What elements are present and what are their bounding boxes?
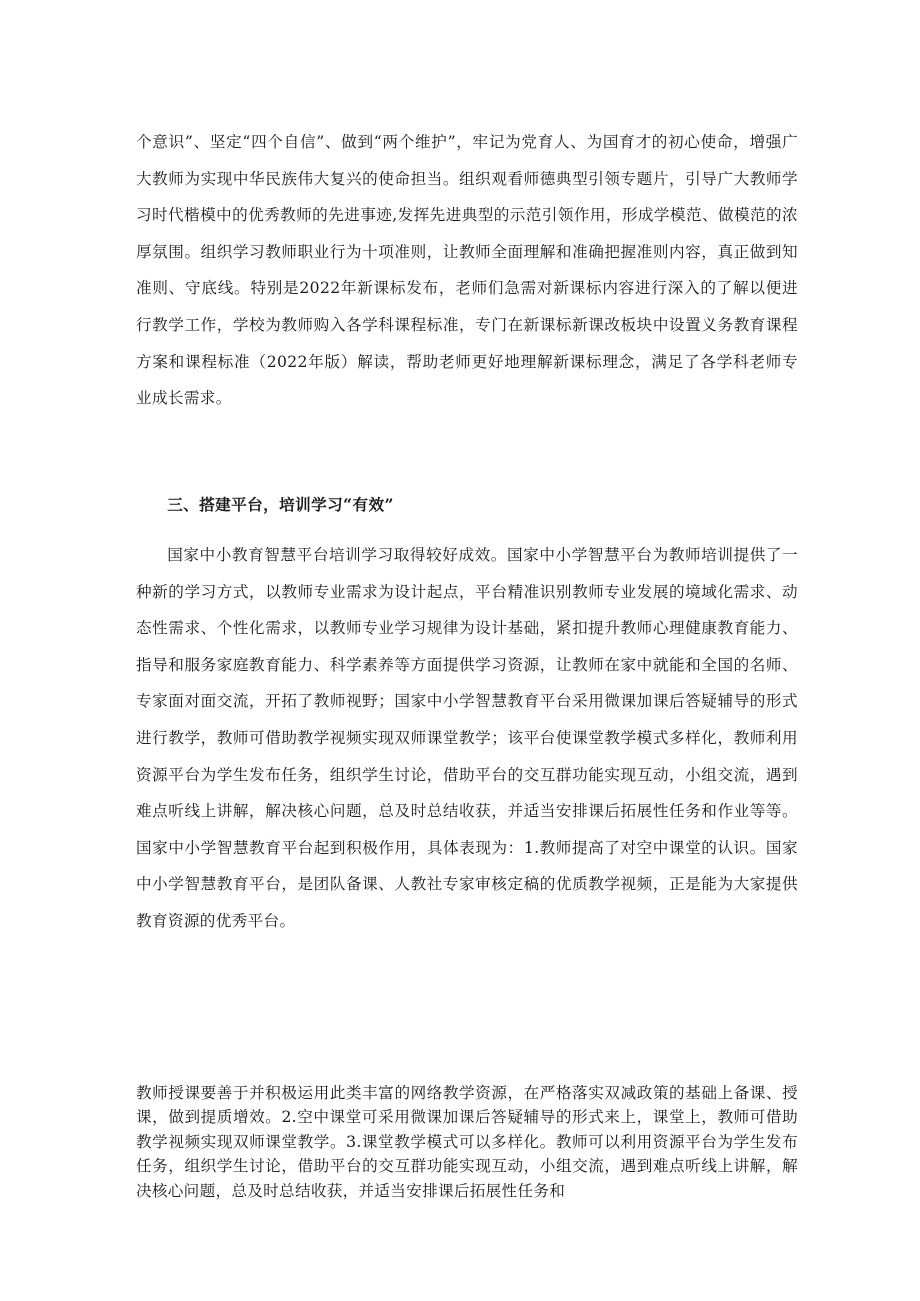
paragraph-teacher-ethics: 个意识”、坚定“四个自信”、做到“两个维护”，牢记为党育人、为国育才的初心使命，增强广大教师为实现中华民族伟大复兴的使命担当。组织观看师德典型引领专题片，引导广大教师学习时代楷模中的优秀教师的先进事迹,发挥先进典型的示范引领作用，形成学模范、做模范的浓厚氛围。组织学习教师职业行为十项准则，让教师全面理解和准确把握准则内容，真正做到知准则、守底线。特别是2022年新课标发布，老师们急需对新课标内容进行深入的了解以便进行教学工作，学校为教师购入各学科课程标准，专门在新课标新课改板块中设置义务教育课程方案和课程标准（2022年版）解读，帮助老师更好地理解新课标理念，满足了各学科老师专业成长需求。 <box>136 133 798 408</box>
paragraph-smart-platform: 国家中小教育智慧平台培训学习取得较好成效。国家中小学智慧平台为教师培训提供了一种新的学习方式，以教师专业需求为设计起点，平台精准识别教师专业发展的境域化需求、动态性需求、个性化需求，以教师专业学习规律为设计基础，紧扣提升教师心理健康教育能力、指导和服务家庭教育能力、科学素养等方面提供学习资源，让教师在家中就能和全国的名师、专家面对面交流，开拓了教师视野；国家中小学智慧教育平台采用微课加课后答疑辅导的形式进行教学，教师可借助教学视频实现双师课堂教学；该平台使课堂教学模式多样化，教师利用资源平台为学生发布任务，组织学生讨论，借助平台的交互群功能实现互动，小组交流，遇到难点听线上讲解，解决核心问题，总及时总结收获，并适当安排课后拓展性任务和作业等等。国家中小学智慧教育平台起到积极作用，具体表现为：1.教师提高了对空中课堂的认识。国家中小学智慧教育平台，是团队备课、人教社专家审核定稿的优质教学视频，正是能为大家提供教育资源的优秀平台。 <box>136 546 798 930</box>
paragraph-network-resources: 教师授课要善于并积极运用此类丰富的网络教学资源，在严格落实双减政策的基础上备课、授课，做到提质增效。2.空中课堂可采用微课加课后答疑辅导的形式来上，课堂上，教师可借助教学视频实现双师课堂教学。3.课堂教学模式可以多样化。教师可以利用资源平台为学生发布任务，组织学生讨论，借助平台的交互群功能实现互动，小组交流，遇到难点听线上讲解，解决核心问题，总及时总结收获，并适当安排课后拓展性任务和 <box>136 1084 798 1200</box>
section-heading-3: 三、搭建平台，培训学习“有效” <box>167 495 394 514</box>
